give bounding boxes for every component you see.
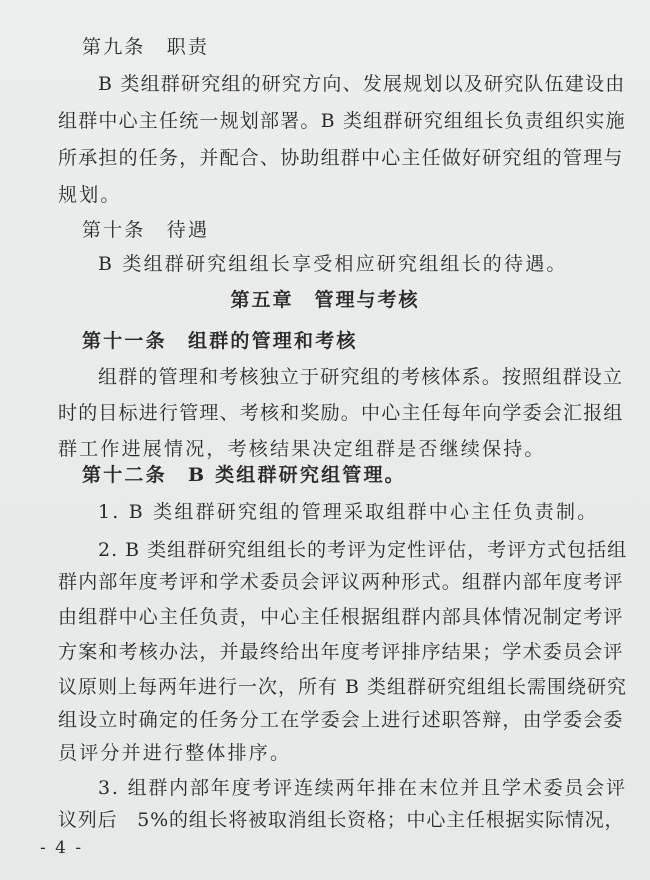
article-12-line-2: 2. B 类组群研究组组长的考评为定性评估，考评方式包括组 [98, 539, 628, 561]
article-12-line-3: 群内部年度考评和学术委员会评议两种形式。组群内部年度考评 [58, 571, 624, 593]
article-12-line-4: 由组群中心主任负责，中心主任根据组群内部具体情况制定考评 [58, 606, 624, 628]
article-9-line-4: 规划。 [58, 184, 122, 206]
article-12-line-8: 员评分并进行整体排序。 [58, 742, 292, 764]
article-9-line-2: 组群中心主任统一规划部署。B 类组群研究组组长负责组织实施 [58, 110, 626, 132]
article-11-line-3: 群工作进展情况，考核结果决定组群是否继续保持。 [58, 438, 546, 460]
article-12-heading: 第十二条 B 类组群研究组管理。 [82, 464, 406, 486]
article-10-heading: 第十条 待遇 [82, 219, 210, 241]
page-number: - 4 - [40, 838, 84, 858]
article-12-line-5: 方案和考核办法，并最终给出年度考评排序结果；学术委员会评 [58, 641, 624, 663]
article-12-line-1: 1. B 类组群研究组的管理采取组群中心主任负责制。 [98, 501, 599, 523]
article-11-line-2: 时的目标进行管理、考核和奖励。中心主任每年向学委会汇报组 [58, 402, 624, 424]
article-11-line-1: 组群的管理和考核独立于研究组的考核体系。按照组群设立 [98, 366, 624, 388]
article-12-line-7: 组设立时确定的任务分工在学委会上进行述职答辩，由学委会委 [58, 709, 624, 731]
article-9-line-1: B 类组群研究组的研究方向、发展规划以及研究队伍建设由 [98, 73, 626, 95]
article-9-line-3: 所承担的任务，并配合、协助组群中心主任做好研究组的管理与 [58, 147, 624, 169]
article-12-line-6: 议原则上每两年进行一次，所有 B 类组群研究组组长需围绕研究 [58, 676, 628, 698]
article-9-heading: 第九条 职责 [82, 36, 210, 58]
article-12-line-10: 议列后 5%的组长将被取消组长资格；中心主任根据实际情况， [58, 809, 625, 831]
chapter-5-title: 第五章 管理与考核 [230, 289, 420, 311]
article-10-line-1: B 类组群研究组组长享受相应研究组组长的待遇。 [98, 253, 568, 275]
article-11-heading: 第十一条 组群的管理和考核 [82, 330, 358, 352]
article-12-line-9: 3. 组群内部年度考评连续两年排在末位并且学术委员会评 [98, 777, 627, 799]
